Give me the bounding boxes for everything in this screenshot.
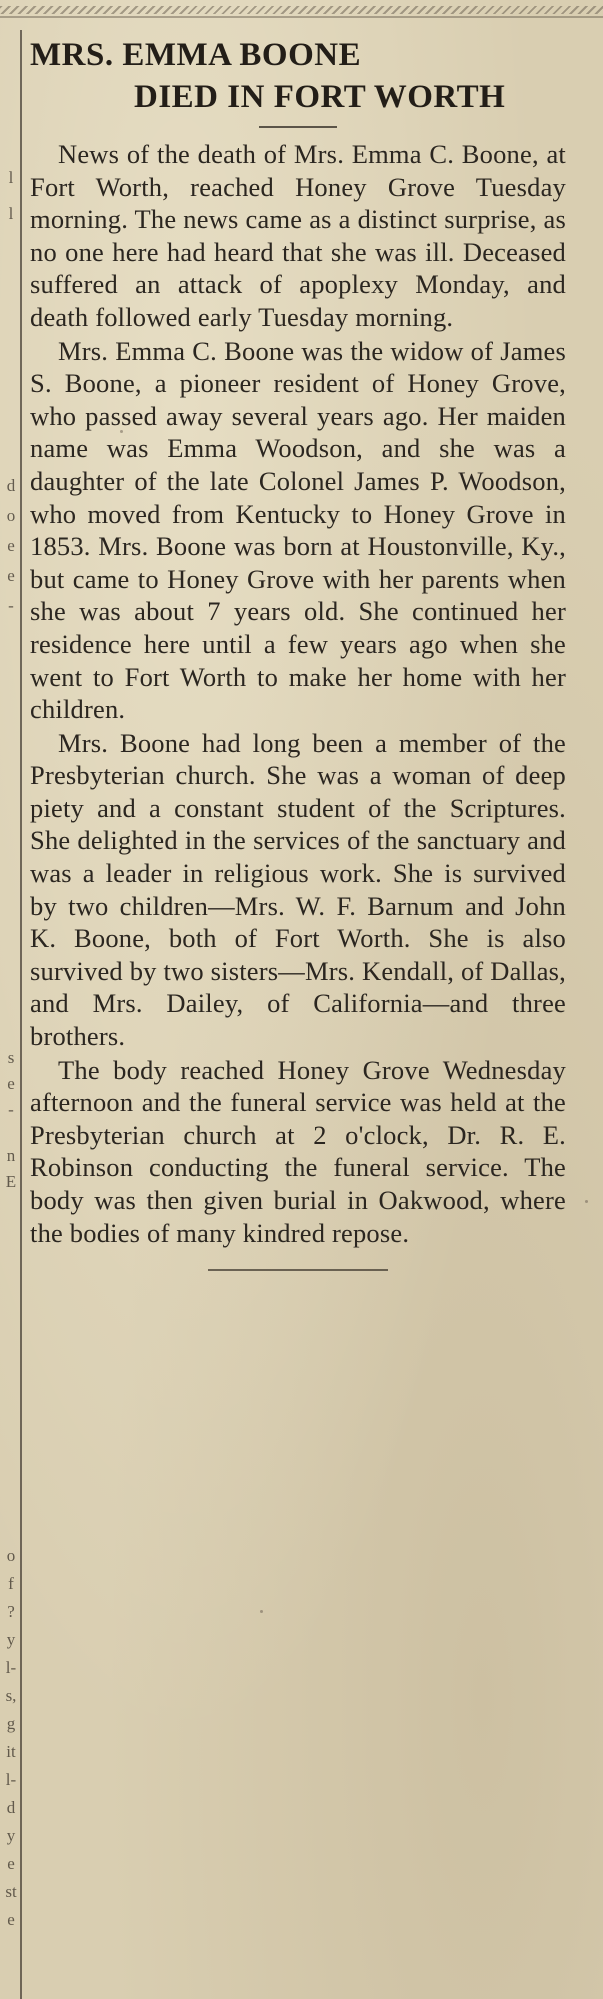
column-fragment: y — [6, 1630, 16, 1649]
column-fragment: l- — [5, 1658, 17, 1677]
column-fragment: st — [5, 1882, 17, 1901]
column-fragment: d — [6, 476, 16, 495]
column-fragment: it — [6, 1742, 16, 1761]
paper-speck — [260, 1610, 263, 1613]
column-fragment: e — [7, 536, 15, 555]
paper-speck — [420, 880, 423, 883]
column-fragment: o — [6, 1546, 16, 1565]
paragraph-4: The body reached Honey Grove Wednesday afternoon and the funeral service was held at the Presbyterian church at 2 o'clock, Dr. R. E. Robinson conducting the funeral service. The body was then given burial in Oakwood, where the bodies of many kindred repose. — [30, 1054, 566, 1248]
column-fragment: l — [8, 168, 14, 187]
column-fragment: o — [6, 506, 16, 525]
column-fragment: d — [6, 1798, 16, 1817]
paragraph-1: News of the death of Mrs. Emma C. Boone, at Fort Worth, reached Honey Grove Tuesday morning. The news came as a distinct surprise, as no one here had heard that she was ill. Deceased suffered an attack of apoplexy Monday, and death followed early Tuesday morning. — [30, 139, 566, 332]
headline — [30, 34, 566, 118]
article-body — [30, 138, 566, 1249]
column-fragment: - — [8, 1100, 14, 1119]
adjacent-column-fragments — [0, 0, 19, 1999]
column-fragment: - — [8, 596, 14, 615]
headline-line-2: DIED IN FORT WORTH — [134, 79, 506, 115]
headline-rule — [259, 126, 337, 128]
column-fragment: l — [8, 204, 14, 223]
top-border-line — [0, 16, 603, 18]
column-fragment: n — [6, 1146, 16, 1165]
headline-line-1: MRS. EMMA BOONE — [30, 37, 362, 73]
column-divider — [20, 30, 22, 1999]
end-rule — [208, 1269, 388, 1271]
paper-speck — [120, 430, 123, 433]
obituary-article — [30, 34, 566, 1271]
paper-speck — [585, 1200, 588, 1203]
column-fragment: E — [5, 1172, 17, 1191]
column-fragment: e — [7, 1854, 15, 1873]
column-fragment: s, — [5, 1686, 17, 1705]
column-fragment: ? — [7, 1602, 15, 1621]
column-fragment: g — [6, 1714, 16, 1733]
column-fragment: l- — [5, 1770, 17, 1789]
column-fragment: f — [8, 1574, 14, 1593]
top-border-rule — [0, 6, 603, 14]
column-fragment: e — [7, 1074, 15, 1093]
column-fragment: e — [7, 566, 15, 585]
column-fragment: s — [7, 1048, 15, 1067]
column-fragment: e — [7, 1910, 15, 1929]
paragraph-3: Mrs. Boone had long been a member of the Presbyterian church. She was a woman of deep piety and a constant student of the Scriptures. She delighted in the services of the sanctuary and was a leader in religious work. She is survived by two children—Mrs. W. F. Barnum and John K. Boone, both of Fort Worth. She is also survived by two sisters—Mrs. Kendall, of Dallas, and Mrs. Dailey, of California—and three brothers. — [30, 727, 566, 1052]
column-fragment: y — [6, 1826, 16, 1845]
paragraph-2: Mrs. Emma C. Boone was the widow of James S. Boone, a pioneer resident of Honey Grove, who passed away several years ago. Her maiden name was Emma Woodson, and she was a daughter of the late Colonel James P. Woodson, who moved from Kentucky to Honey Grove in 1853. Mrs. Boone was born at Houstonville, Ky., but came to Honey Grove with her parents when she was about 7 years old. She continued her residence here until a few years ago when she went to Fort Worth to make her home with her children. — [30, 335, 566, 725]
